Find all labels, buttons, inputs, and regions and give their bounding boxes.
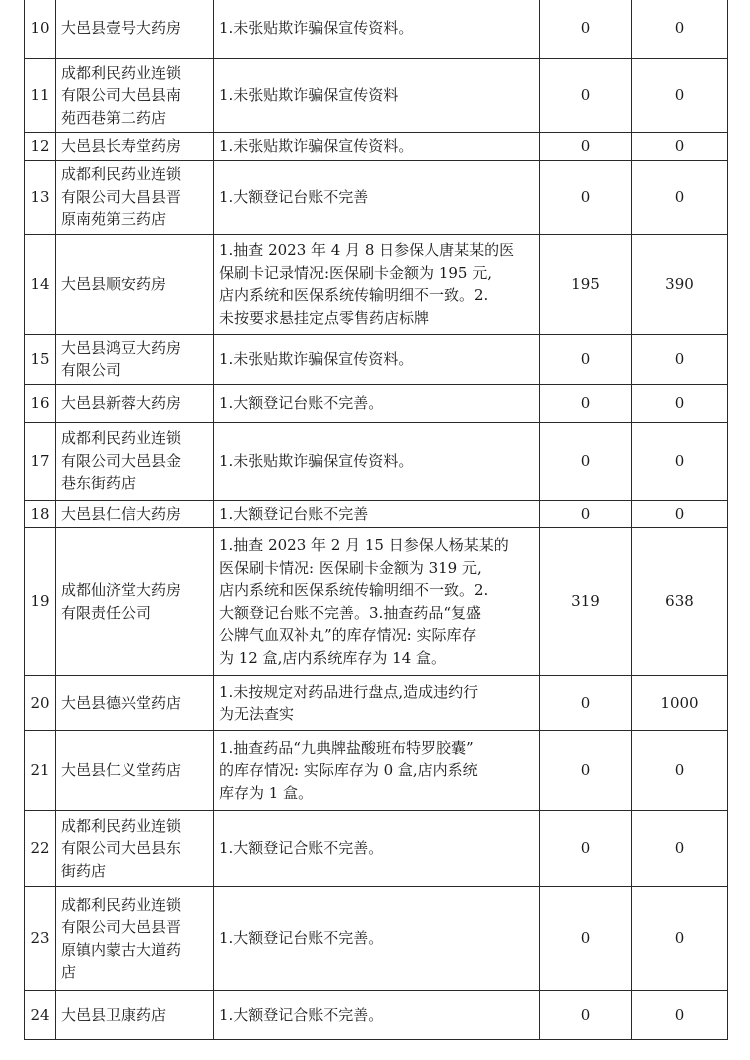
inspection-results-table: [24, 0, 728, 1040]
row-number-cell: 18: [25, 500, 56, 528]
amount-cell: 195: [540, 234, 632, 334]
row-number-cell: 11: [25, 59, 56, 133]
pharmacy-name-cell: 大邑县仁信大药房: [56, 500, 214, 528]
row-number-cell: 22: [25, 811, 56, 887]
issue-cell: 1.未张贴欺诈骗保宣传资料。: [214, 334, 540, 384]
table-row: [25, 528, 728, 676]
penalty-cell: 0: [632, 384, 728, 422]
issue-cell: 1.大额登记合账不完善。: [214, 811, 540, 887]
pharmacy-name-cell: 成都仙济堂大药房 有限责任公司: [56, 528, 214, 676]
amount-cell: 0: [540, 887, 632, 991]
penalty-cell: 0: [632, 59, 728, 133]
table-row: [25, 334, 728, 384]
pharmacy-name-cell: 大邑县长寿堂药房: [56, 133, 214, 161]
amount-cell: 0: [540, 59, 632, 133]
row-number-cell: 13: [25, 160, 56, 234]
table-row: [25, 887, 728, 991]
pharmacy-name-cell: 成都利民药业连锁 有限公司大昌县晋 原南苑第三药店: [56, 160, 214, 234]
pharmacy-name-cell: 成都利民药业连锁 有限公司大邑县金 巷东街药店: [56, 422, 214, 500]
table-row: [25, 384, 728, 422]
amount-cell: 0: [540, 811, 632, 887]
amount-cell: 319: [540, 528, 632, 676]
penalty-cell: 0: [632, 731, 728, 811]
penalty-cell: 1000: [632, 676, 728, 731]
row-number-cell: 17: [25, 422, 56, 500]
issue-cell: 1.大额登记台账不完善。: [214, 384, 540, 422]
issue-cell: 1.抽查药品“九典牌盐酸班布特罗胶囊” 的库存情况: 实际库存为 0 盒,店内系统 库存为 1 盒。: [214, 731, 540, 811]
penalty-cell: 0: [632, 811, 728, 887]
pharmacy-name-cell: 成都利民药业连锁 有限公司大邑县南 苑西巷第二药店: [56, 59, 214, 133]
pharmacy-name-cell: 大邑县仁义堂药店: [56, 731, 214, 811]
table-row: [25, 59, 728, 133]
table-row: [25, 676, 728, 731]
table-row: [25, 500, 728, 528]
penalty-cell: 0: [632, 334, 728, 384]
penalty-cell: 638: [632, 528, 728, 676]
amount-cell: 0: [540, 991, 632, 1040]
amount-cell: 0: [540, 160, 632, 234]
issue-cell: 1.大额登记台账不完善: [214, 500, 540, 528]
amount-cell: 0: [540, 384, 632, 422]
pharmacy-name-cell: 大邑县卫康药店: [56, 991, 214, 1040]
penalty-cell: 390: [632, 234, 728, 334]
pharmacy-name-cell: 大邑县新蓉大药房: [56, 384, 214, 422]
table-row: [25, 234, 728, 334]
issue-cell: 1.大额登记台账不完善。: [214, 887, 540, 991]
penalty-cell: 0: [632, 0, 728, 59]
row-number-cell: 14: [25, 234, 56, 334]
pharmacy-name-cell: 大邑县德兴堂药店: [56, 676, 214, 731]
penalty-cell: 0: [632, 133, 728, 161]
pharmacy-name-cell: 大邑县壹号大药房: [56, 0, 214, 59]
row-number-cell: 12: [25, 133, 56, 161]
amount-cell: 0: [540, 0, 632, 59]
amount-cell: 0: [540, 422, 632, 500]
table-row: [25, 422, 728, 500]
row-number-cell: 20: [25, 676, 56, 731]
row-number-cell: 15: [25, 334, 56, 384]
pharmacy-name-cell: 大邑县鸿豆大药房 有限公司: [56, 334, 214, 384]
table-row: [25, 731, 728, 811]
issue-cell: 1.未张贴欺诈骗保宣传资料。: [214, 133, 540, 161]
table-row: [25, 811, 728, 887]
pharmacy-name-cell: 成都利民药业连锁 有限公司大邑县晋 原镇内蒙古大道药 店: [56, 887, 214, 991]
issue-cell: 1.未张贴欺诈骗保宣传资料。: [214, 422, 540, 500]
table-body: [25, 0, 728, 1040]
issue-cell: 1.未张贴欺诈骗保宣传资料。: [214, 0, 540, 59]
issue-cell: 1.抽查 2023 年 2 月 15 日参保人杨某某的 医保刷卡情况: 医保刷卡金额为 319 元, 店内系统和医保系统传输明细不一致。2. 大额登记台账不完善。3.抽查药品“复盛 公牌气血双补丸”的库存情况: 实际库存 为 12 盒,店内系统库存为 14 盒。: [214, 528, 540, 676]
pharmacy-name-cell: 成都利民药业连锁 有限公司大邑县东 街药店: [56, 811, 214, 887]
amount-cell: 0: [540, 731, 632, 811]
penalty-cell: 0: [632, 160, 728, 234]
issue-cell: 1.未张贴欺诈骗保宣传资料: [214, 59, 540, 133]
penalty-cell: 0: [632, 991, 728, 1040]
table-row: [25, 133, 728, 161]
row-number-cell: 16: [25, 384, 56, 422]
penalty-cell: 0: [632, 500, 728, 528]
row-number-cell: 10: [25, 0, 56, 59]
pharmacy-name-cell: 大邑县顺安药房: [56, 234, 214, 334]
row-number-cell: 19: [25, 528, 56, 676]
penalty-cell: 0: [632, 887, 728, 991]
table-row: [25, 160, 728, 234]
row-number-cell: 24: [25, 991, 56, 1040]
table-row: [25, 0, 728, 59]
issue-cell: 1.未按规定对药品进行盘点,造成违约行 为无法查实: [214, 676, 540, 731]
penalty-cell: 0: [632, 422, 728, 500]
table-row: [25, 991, 728, 1040]
issue-cell: 1.大额登记合账不完善。: [214, 991, 540, 1040]
amount-cell: 0: [540, 676, 632, 731]
issue-cell: 1.抽查 2023 年 4 月 8 日参保人唐某某的医 保刷卡记录情况:医保刷卡金额为 195 元, 店内系统和医保系统传输明细不一致。2. 未按要求悬挂定点零售药店标牌: [214, 234, 540, 334]
row-number-cell: 21: [25, 731, 56, 811]
amount-cell: 0: [540, 334, 632, 384]
row-number-cell: 23: [25, 887, 56, 991]
amount-cell: 0: [540, 133, 632, 161]
amount-cell: 0: [540, 500, 632, 528]
issue-cell: 1.大额登记台账不完善: [214, 160, 540, 234]
